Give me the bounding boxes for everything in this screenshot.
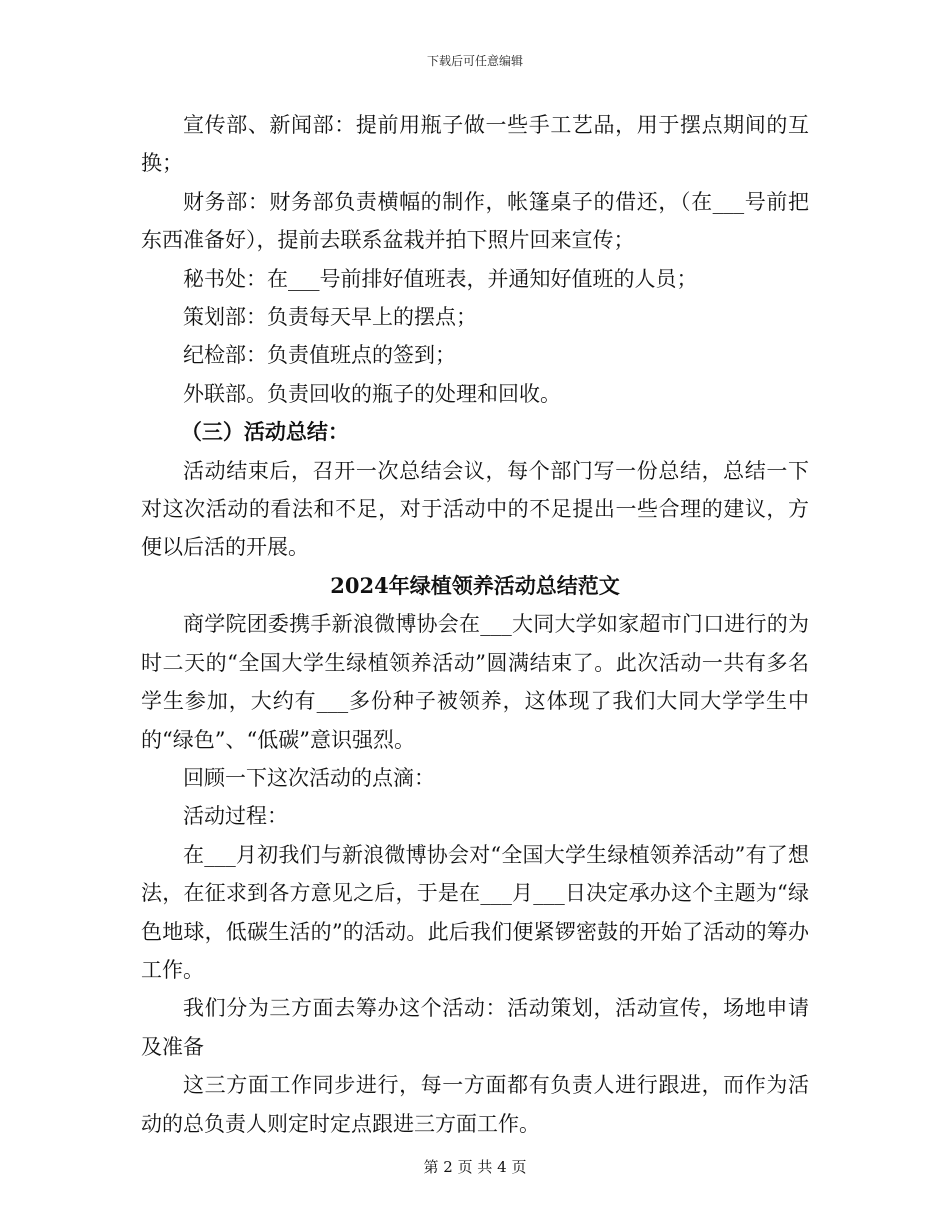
page-header-note: 下载后可任意编辑 (426, 54, 523, 68)
paragraph-planning-dept: 策划部：负责每天早上的摆点； (183, 305, 477, 330)
page-number: 第 2 页 共 4 页 (423, 1158, 527, 1176)
paragraph-secretariat: 秘书处：在___号前排好值班表，并通知好值班的人员； (183, 266, 698, 291)
paragraph-three-aspects: 我们分为三方面去筹办这个活动：活动策划，活动宣传，场地申请及准备 (141, 996, 809, 1059)
paragraph-review: 回顾一下这次活动的点滴： (183, 765, 435, 790)
document-body (141, 106, 809, 1143)
section-heading-summary: （三）活动总结： (180, 419, 349, 445)
paragraph-process-label: 活动过程： (183, 804, 288, 829)
paragraph-process-detail: 在___月初我们与新浪微博协会对“全国大学生绿植领养活动”有了想法，在征求到各方意见之后，于是在___月___日决定承办这个主题为“绿色地球，低碳生活的”的活动。此后我们便紧锣密鼓的开始了活动的筹办工作。 (141, 842, 809, 982)
paragraph-publicity-dept: 宣传部、新闻部：提前用瓶子做一些手工艺品，用于摆点期间的互换； (141, 113, 809, 176)
paragraph-intro: 商学院团委携手新浪微博协会在___大同大学如家超市门口进行的为时二天的“全国大学生绿植领养活动”圆满结束了。此次活动一共有多名学生参加，大约有___多份种子被领养，这体现了我们大同大学学生中的“绿色”、“低碳”意识强烈。 (141, 612, 809, 752)
paragraph-summary: 活动结束后，召开一次总结会议，每个部门写一份总结，总结一下对这次活动的看法和不足，对于活动中的不足提出一些合理的建议，方便以后活的开展。 (141, 458, 809, 560)
document-title: 2024年绿植领养活动总结范文 (330, 572, 620, 598)
paragraph-discipline-dept: 纪检部：负责值班点的签到； (183, 343, 456, 368)
paragraph-finance-dept: 财务部：财务部负责横幅的制作，帐篷桌子的借还，（在___号前把东西准备好），提前去联系盆栽并拍下照片回来宣传； (141, 189, 809, 253)
paragraph-liaison-dept: 外联部。负责回收的瓶子的处理和回收。 (183, 381, 561, 406)
paragraph-parallel-work: 这三方面工作同步进行，每一方面都有负责人进行跟进，而作为活动的总负责人则定时定点跟进三方面工作。 (141, 1073, 809, 1136)
